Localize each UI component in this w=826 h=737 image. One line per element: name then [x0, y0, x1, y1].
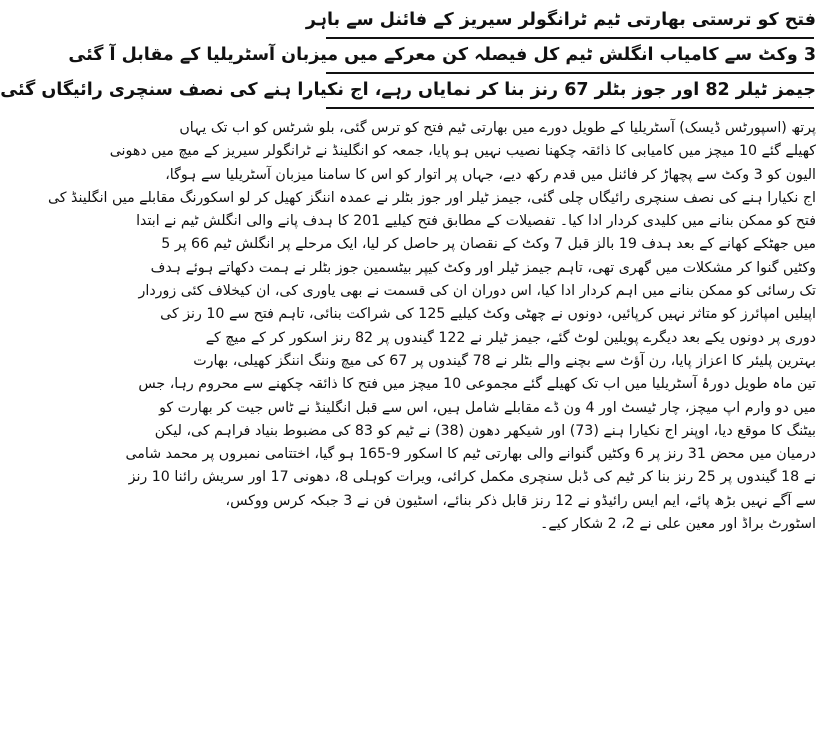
article-line: تین ماہ طویل دورۂ آسٹریلیا میں اب تک کھیلے گئے مجموعی 10 میچز میں فتح کا ذائقہ چکھنے سے محروم رہا، جس [138, 376, 816, 393]
article-body [47, 117, 816, 536]
divider [326, 107, 814, 109]
article-line: میں دو وارم اپ میچز، چار ٹیسٹ اور 4 ون ڈے مقابلے شامل ہیں، اس سے قبل انگلینڈ نے ٹاس جیت کر بھارت کو [159, 399, 816, 416]
article-line: سے آگے نہیں بڑھ پائے، ایم ایس رائیڈو نے 12 رنز قابل ذکر بنائے، اسٹیون فن نے 3 جبکہ کرس ووکس، [225, 492, 816, 509]
article-line: اسٹورٹ براڈ اور معین علی نے 2، 2 شکار کیے۔ [540, 516, 816, 533]
article-line: فتح کو ممکن بنانے میں کلیدی کردار ادا کیا۔ تفصیلات کے مطابق فتح کیلیے 201 کا ہدف پانے والی انگلش ٹیم نے ابتدا [136, 213, 816, 230]
article-line: درمیان میں محض 31 رنز پر 6 وکٹیں گنوانے والی بھارتی ٹیم کا اسکور 9-165 ہو گیا، اختتامی نمبروں پر محمد شامی [125, 446, 816, 463]
headline-main: فتح کو ترستی بھارتی ٹیم ٹرانگولر سیریز کے فائنل سے باہر [305, 10, 816, 30]
article-line: پرتھ (اسپورٹس ڈیسک) آسٹریلیا کے طویل دورے میں بھارتی ٹیم فتح کو ترس گئی، بلو شرٹس کو اب تک یہاں [179, 120, 816, 136]
article-line: تک رسائی کو ممکن بنانے میں اہم کردار ادا کیا، اس دوران ان کی قسمت نے بھی یاوری کی، ان کیخلاف کئی زوردار [138, 283, 816, 300]
article-line: اپیلیں امپائرز کو متاثر نہیں کرپائیں، دونوں نے چھٹی وکٹ کیلیے 125 کی شراکت بنائی، تاہم فتح سے 10 رنز کی [160, 306, 816, 323]
article-line: وکٹیں گنوا کر مشکلات میں گھری تھی، تاہم جیمز ٹیلر اور وکٹ کیپر بیٹسمین جوز بٹلر نے ہمت دکھاتے ہوئے ہدف [150, 259, 816, 276]
article-line: الیون کو 3 وکٹ سے پچھاڑ کر فائنل میں قدم رکھ دیے، جہاں پر اتوار کو اس کا سامنا میزبان آسٹریلیا سے ہوگا، [165, 166, 816, 183]
article-line: اج نکیارا ہنے کی نصف سنچری رائیگاں چلی گئی، جیمز ٹیلر اور جوز بٹلر نے عمدہ اننگز کھیل کر لو اسکورنگ مقابلے میں انگلینڈ کی [47, 189, 816, 206]
article-line: میں جھٹکے کھانے کے بعد ہدف 19 بالز قبل 7 وکٹ کے نقصان پر حاصل کر لیا، ایک مرحلے پر انگلش ٹیم 66 پر 5 [161, 236, 816, 253]
article-line: بیٹنگ کا موقع دیا، اوپنر اج نکیارا ہنے (73) اور شیکھر دھون (38) نے ٹیم کو 83 کی مضبوط بنیاد فراہم کی، لیکن [154, 422, 816, 439]
article-line: دوری پر دونوں یکے بعد دیگرے پویلین لوٹ گئے، جیمز ٹیلر نے 122 گیندوں پر 82 رنز اسکور کر کے میچ کے [205, 329, 816, 346]
subheadline-1: 3 وکٹ سے کامیاب انگلش ٹیم کل فیصلہ کن معرکے میں میزبان آسٹریلیا کے مقابل آ گئی [68, 45, 816, 65]
article-line: نے 18 گیندوں پر 25 رنز بنا کر ٹیم کی ڈبل سنچری مکمل کرائی، ویرات کوہلی 8، دھونی 17 اور سریش رائنا 10 رنز [128, 469, 816, 486]
article-line: بہترین پلیئر کا اعزاز پایا، رن آؤٹ سے بچنے والے بٹلر نے 78 گیندوں پر 67 کی میچ وننگ اننگز کھیلی، بھارت [193, 352, 816, 369]
subheadline-2: جیمز ٹیلر 82 اور جوز بٹلر 67 رنز بنا کر نمایاں رہے، اج نکیارا ہنے کی نصف سنچری رائیگاں گئی [0, 80, 816, 100]
article-line: کھیلے گئے 10 میچز میں کامیابی کا ذائقہ چکھنا نصیب نہیں ہو پایا، جمعہ کو انگلینڈ نے ٹرانگولر سیریز کے میچ میں دھونی [109, 143, 816, 160]
